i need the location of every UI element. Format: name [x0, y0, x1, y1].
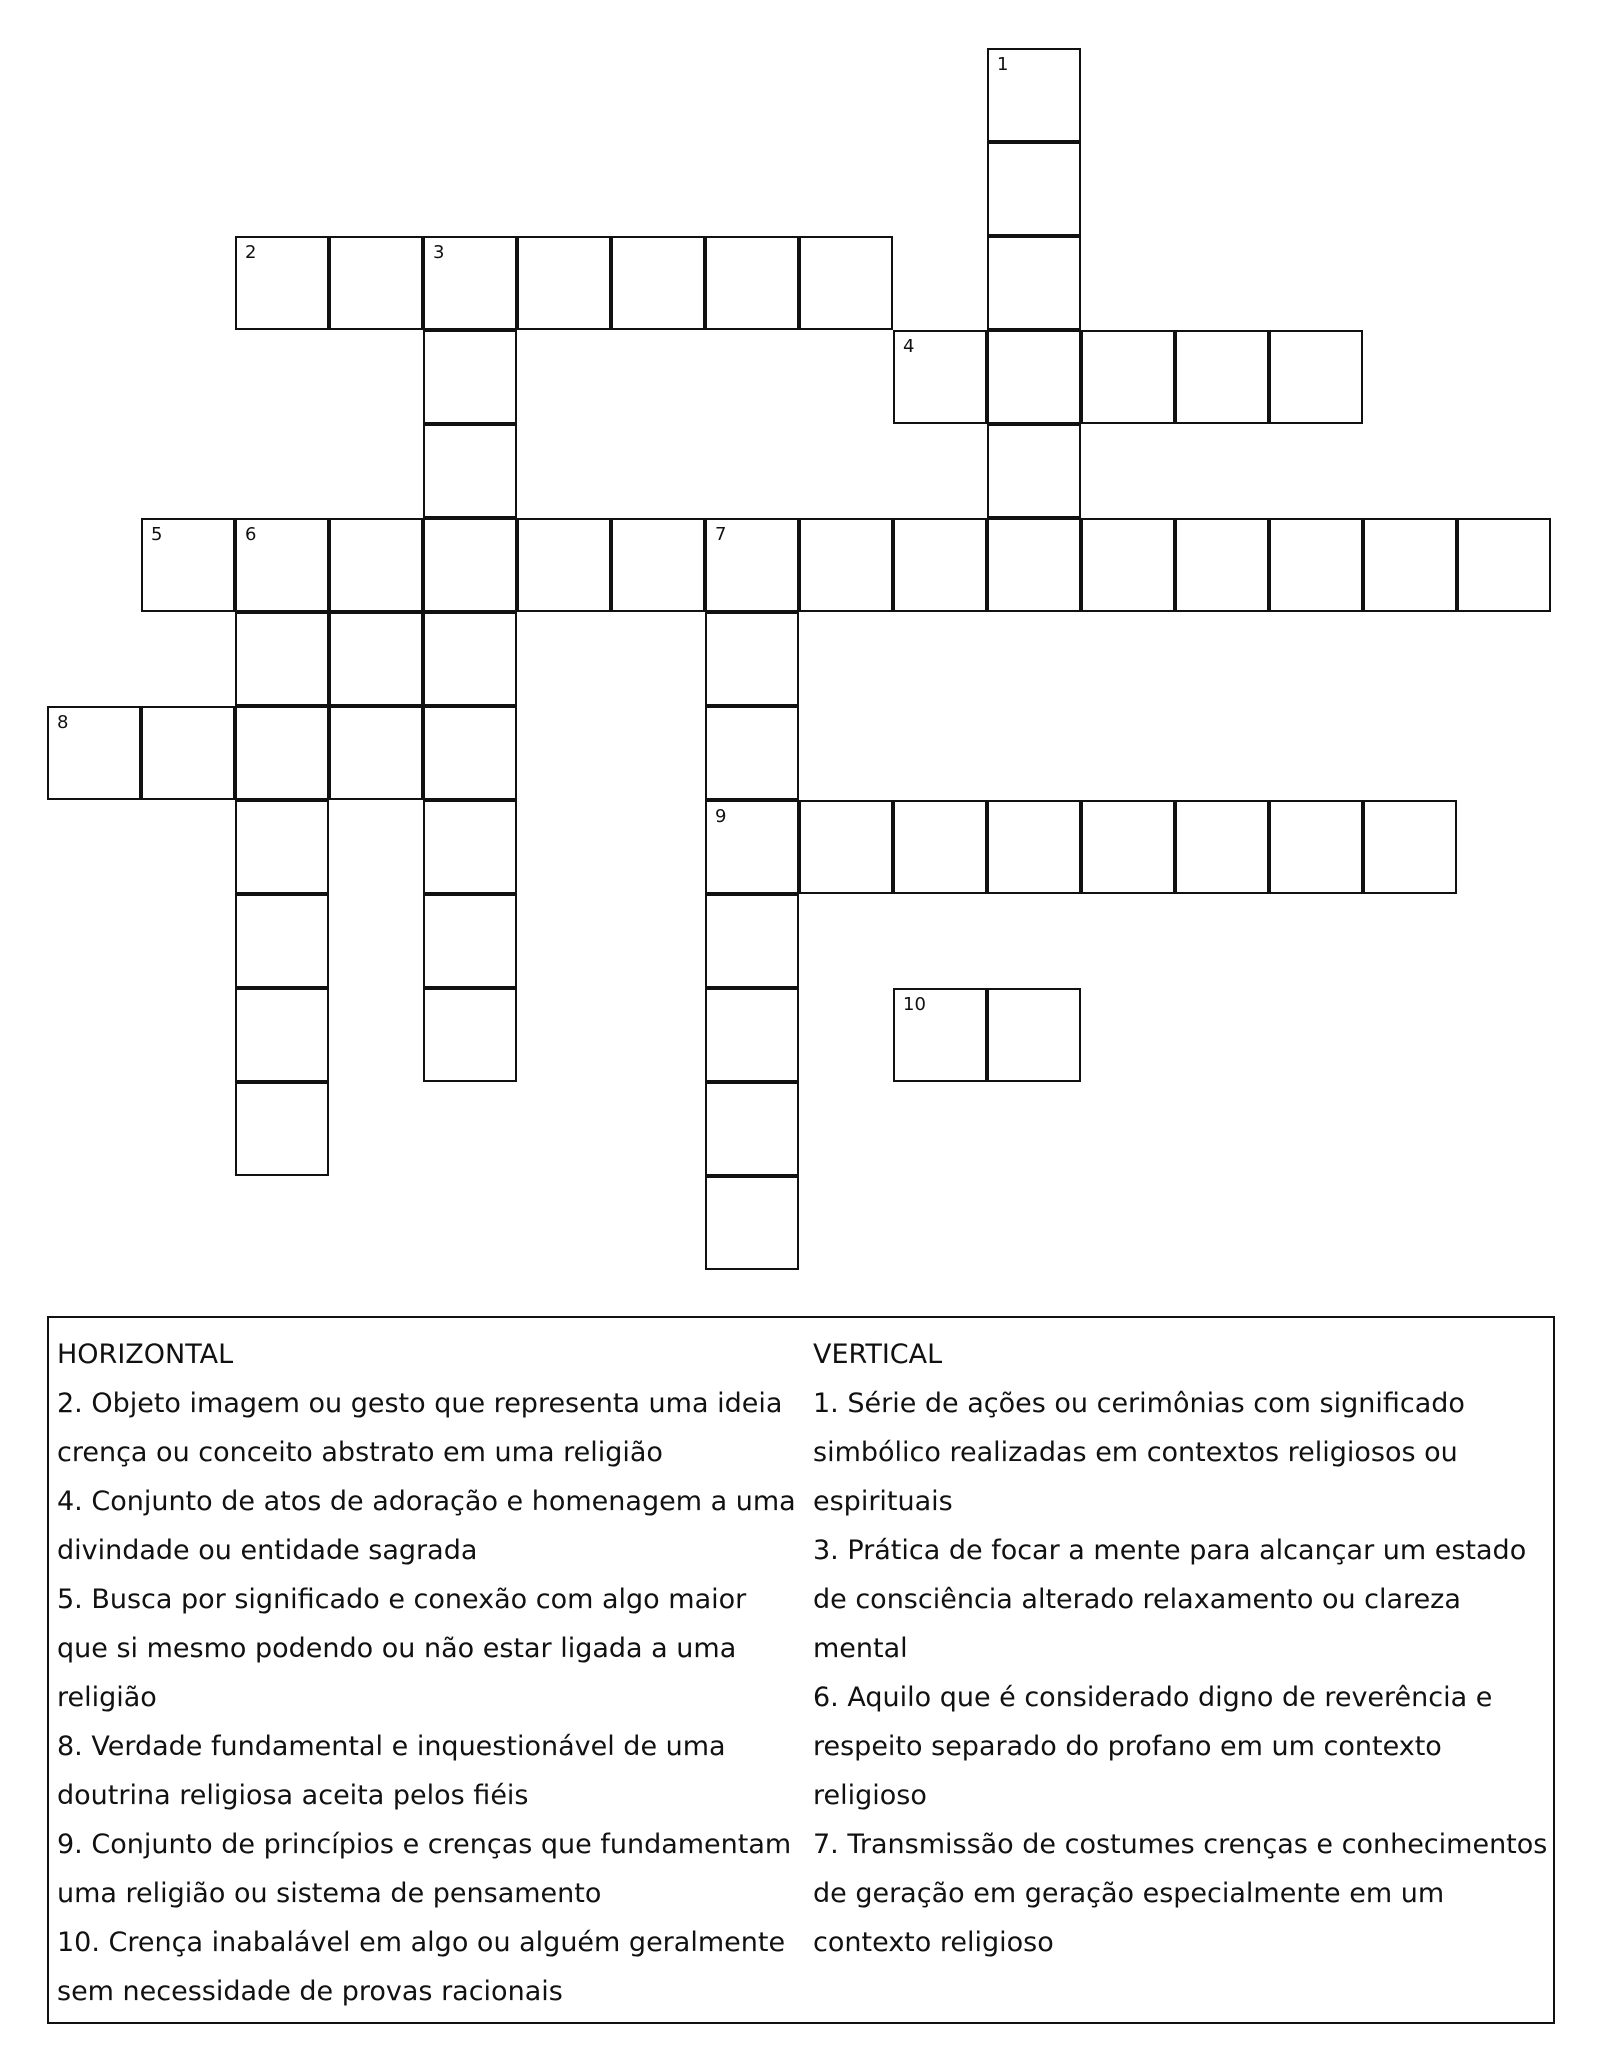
crossword-cell[interactable]: [705, 518, 799, 612]
crossword-cell[interactable]: [235, 706, 329, 800]
crossword-cell[interactable]: [611, 236, 705, 330]
clue-number: 5: [151, 524, 163, 545]
crossword-cell[interactable]: [329, 612, 423, 706]
horizontal-title: HORIZONTAL: [57, 1339, 234, 1370]
crossword-cell[interactable]: [1081, 800, 1175, 894]
clue-vertical-6: 6. Aquilo que é considerado digno de reverência e respeito separado do profano em um contexto religioso: [813, 1682, 1493, 1811]
crossword-cell[interactable]: [1081, 518, 1175, 612]
vertical-title: VERTICAL: [813, 1339, 943, 1370]
crossword-cell[interactable]: [141, 706, 235, 800]
clue-vertical-7: 7. Transmissão de costumes crenças e conhecimentos de geração em geração especialmente em um contexto religioso: [813, 1829, 1548, 1958]
clue-number: 3: [433, 242, 445, 263]
crossword-cell[interactable]: [1269, 518, 1363, 612]
clue-number: 2: [245, 242, 257, 263]
horizontal-clues: [57, 1330, 797, 2016]
crossword-cell[interactable]: [517, 236, 611, 330]
crossword-cell[interactable]: [987, 142, 1081, 236]
crossword-cell[interactable]: [235, 894, 329, 988]
crossword-cell[interactable]: [799, 518, 893, 612]
clue-number: 4: [903, 336, 915, 357]
clue-number: 7: [715, 524, 727, 545]
clue-horizontal-2: 2. Objeto imagem ou gesto que representa uma ideia crença ou conceito abstrato em uma religião: [57, 1388, 783, 1468]
crossword-cell[interactable]: [705, 894, 799, 988]
crossword-cell[interactable]: [1363, 800, 1457, 894]
crossword-cell[interactable]: [987, 988, 1081, 1082]
crossword-cell[interactable]: [893, 330, 987, 424]
crossword-cell[interactable]: [141, 518, 235, 612]
crossword-cell[interactable]: [987, 518, 1081, 612]
crossword-cell[interactable]: [235, 1082, 329, 1176]
crossword-cell[interactable]: [235, 236, 329, 330]
crossword-cell[interactable]: [235, 518, 329, 612]
crossword-cell[interactable]: [235, 612, 329, 706]
clue-horizontal-8: 8. Verdade fundamental e inquestionável de uma doutrina religiosa aceita pelos fiéis: [57, 1731, 726, 1811]
crossword-cell[interactable]: [423, 236, 517, 330]
crossword-cell[interactable]: [611, 518, 705, 612]
clue-number: 9: [715, 806, 727, 827]
clue-horizontal-5: 5. Busca por significado e conexão com algo maior que si mesmo podendo ou não estar ligada a uma religião: [57, 1584, 747, 1713]
crossword-cell[interactable]: [1457, 518, 1551, 612]
crossword-cell[interactable]: [799, 800, 893, 894]
crossword-cell[interactable]: [423, 330, 517, 424]
crossword-cell[interactable]: [893, 988, 987, 1082]
crossword-cell[interactable]: [705, 1082, 799, 1176]
clue-horizontal-4: 4. Conjunto de atos de adoração e homenagem a uma divindade ou entidade sagrada: [57, 1486, 796, 1566]
crossword-cell[interactable]: [423, 988, 517, 1082]
clue-number: 6: [245, 524, 257, 545]
crossword-cell[interactable]: [423, 612, 517, 706]
clue-number: 10: [903, 994, 926, 1015]
vertical-clues: [813, 1330, 1553, 1967]
crossword-cell[interactable]: [235, 800, 329, 894]
crossword-cell[interactable]: [893, 518, 987, 612]
crossword-cell[interactable]: [329, 518, 423, 612]
clue-vertical-1: 1. Série de ações ou cerimônias com significado simbólico realizadas em contextos religiosos ou espirituais: [813, 1388, 1465, 1517]
crossword-cell[interactable]: [1175, 330, 1269, 424]
crossword-cell[interactable]: [1175, 518, 1269, 612]
crossword-cell[interactable]: [423, 800, 517, 894]
clue-vertical-3: 3. Prática de focar a mente para alcançar um estado de consciência alterado relaxamento ou clareza mental: [813, 1535, 1527, 1664]
clue-number: 8: [57, 712, 69, 733]
crossword-cell[interactable]: [987, 48, 1081, 142]
crossword-cell[interactable]: [47, 706, 141, 800]
clue-horizontal-10: 10. Crença inabalável em algo ou alguém geralmente sem necessidade de provas racionais: [57, 1927, 786, 2007]
clue-horizontal-9: 9. Conjunto de princípios e crenças que fundamentam uma religião ou sistema de pensamento: [57, 1829, 792, 1909]
crossword-cell[interactable]: [1363, 518, 1457, 612]
crossword-cell[interactable]: [1269, 330, 1363, 424]
crossword-cell[interactable]: [705, 612, 799, 706]
crossword-cell[interactable]: [235, 988, 329, 1082]
crossword-cell[interactable]: [423, 424, 517, 518]
crossword-cell[interactable]: [329, 236, 423, 330]
crossword-cell[interactable]: [893, 800, 987, 894]
clue-number: 1: [997, 54, 1009, 75]
crossword-cell[interactable]: [423, 518, 517, 612]
crossword-cell[interactable]: [1081, 330, 1175, 424]
crossword-cell[interactable]: [705, 236, 799, 330]
crossword-cell[interactable]: [423, 894, 517, 988]
crossword-cell[interactable]: [1175, 800, 1269, 894]
crossword-cell[interactable]: [705, 800, 799, 894]
crossword-cell[interactable]: [987, 800, 1081, 894]
crossword-cell[interactable]: [987, 236, 1081, 330]
crossword-cell[interactable]: [517, 518, 611, 612]
crossword-cell[interactable]: [705, 988, 799, 1082]
crossword-cell[interactable]: [987, 330, 1081, 424]
crossword-cell[interactable]: [423, 706, 517, 800]
clues-box: [47, 1316, 1555, 2024]
crossword-cell[interactable]: [329, 706, 423, 800]
crossword-cell[interactable]: [705, 706, 799, 800]
crossword-cell[interactable]: [987, 424, 1081, 518]
crossword-cell[interactable]: [799, 236, 893, 330]
crossword-cell[interactable]: [1269, 800, 1363, 894]
crossword-cell[interactable]: [705, 1176, 799, 1270]
